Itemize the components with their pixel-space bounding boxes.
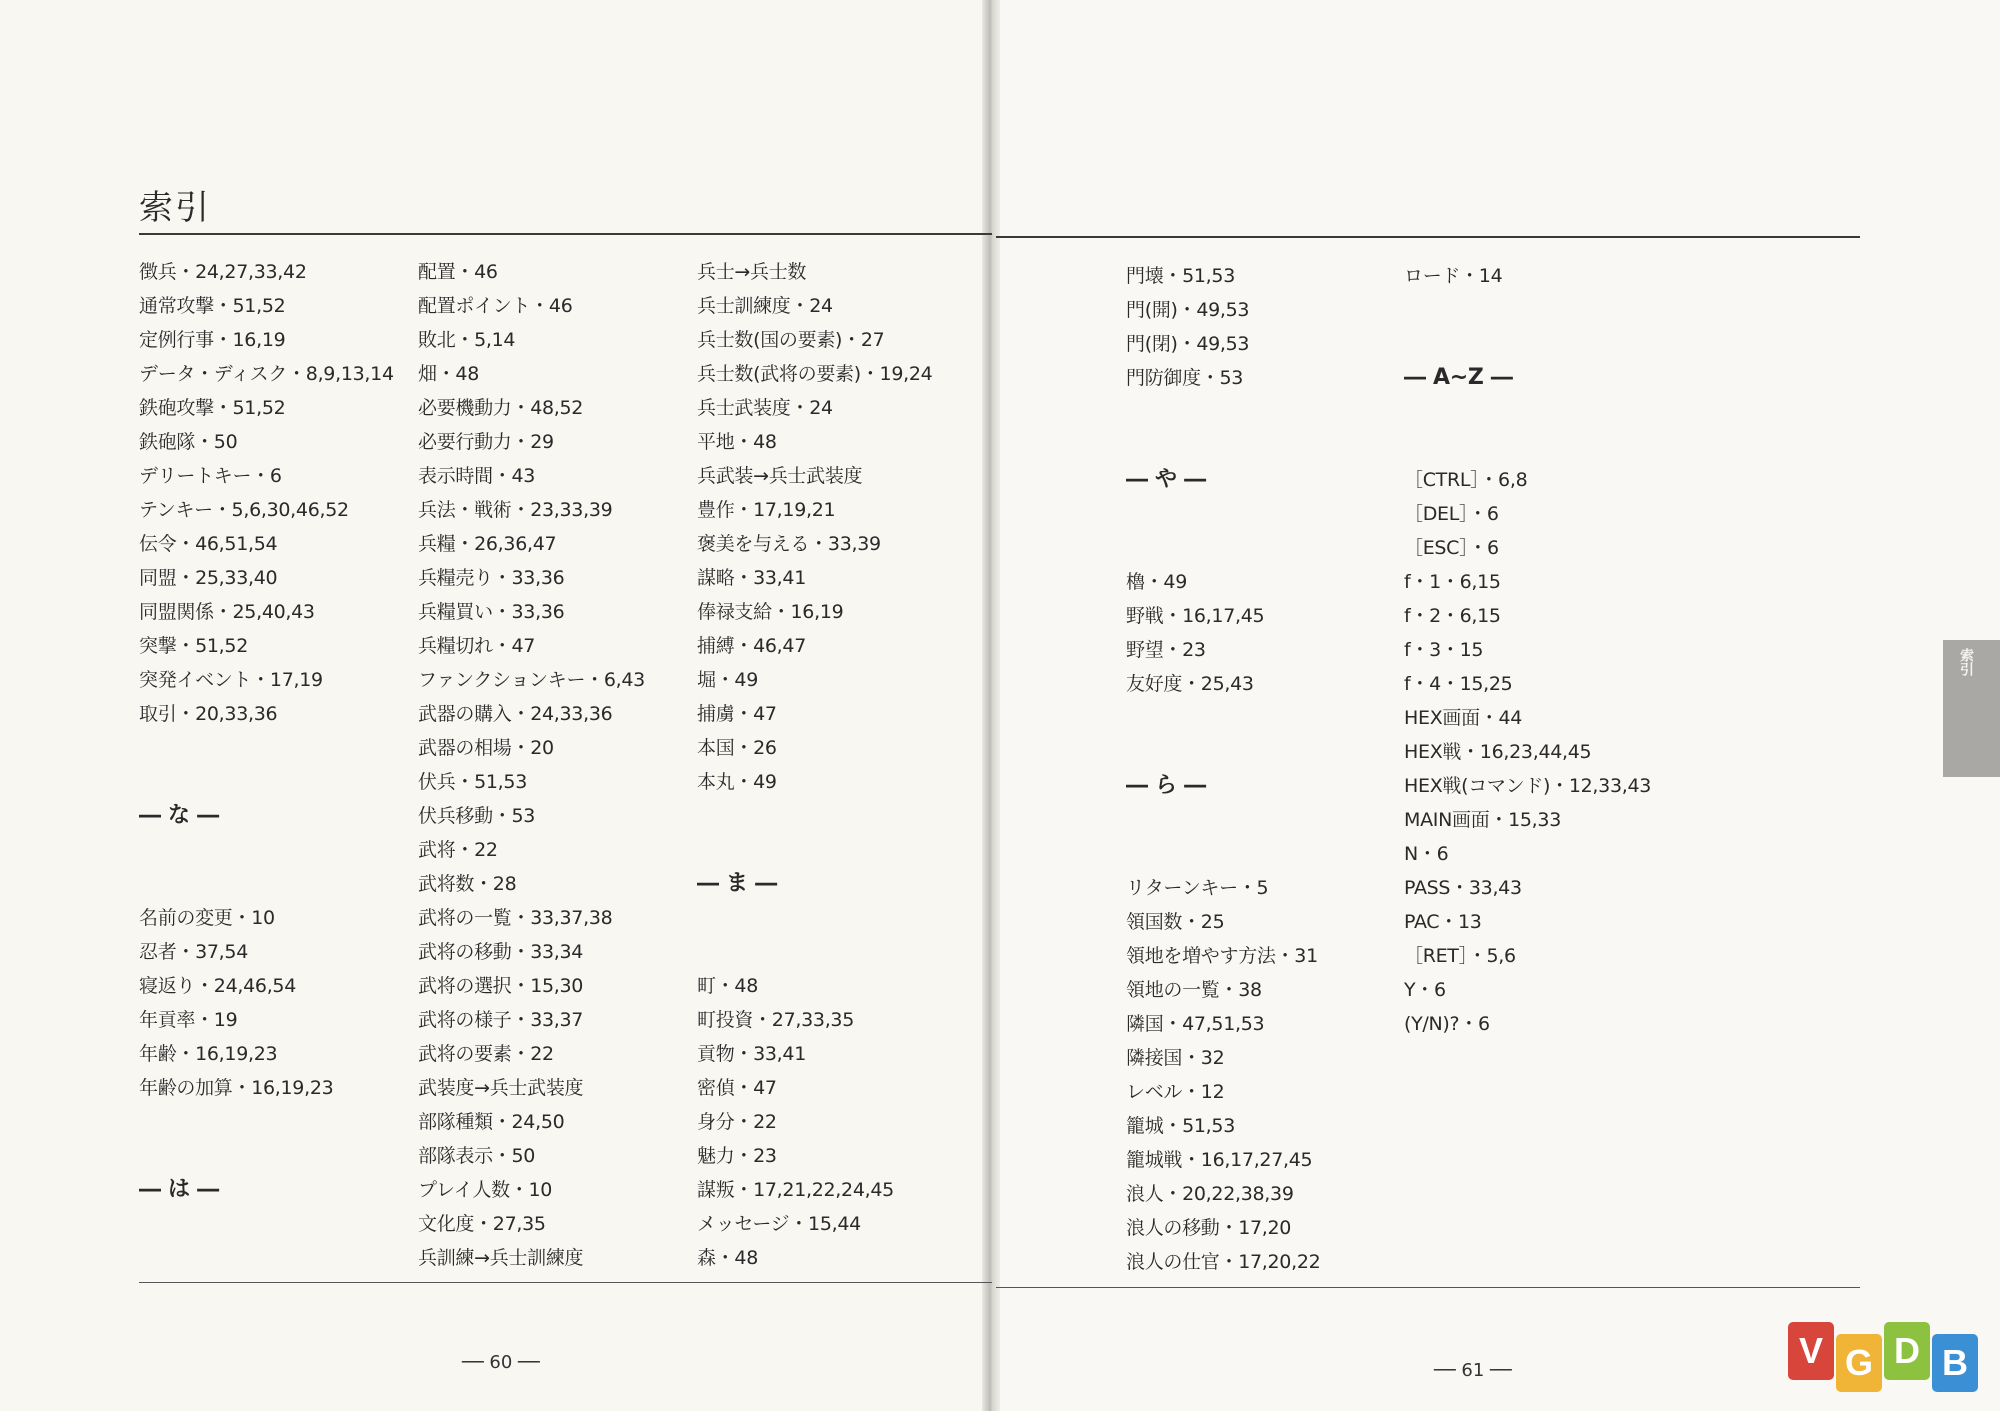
index-entry: 友好度・25,43 [1126,673,1254,695]
index-spacer [139,867,394,901]
index-entry: 文化度・27,35 [418,1213,546,1235]
index-entry: 部隊表示・50 [418,1145,536,1167]
index-entry: 兵士武装度・24 [697,397,833,419]
index-spacer [1126,531,1320,565]
index-entry: 俸禄支給・16,19 [697,601,844,623]
index-section-header: ― は ― [139,1177,219,1202]
index-entry: 町・48 [697,975,758,997]
index-entry: 豊作・17,19,21 [697,499,836,521]
index-spacer [1126,735,1320,769]
index-entry: 兵糧買い・33,36 [418,601,565,623]
index-entry: 兵糧売り・33,36 [418,567,565,589]
index-entry: 武器の購入・24,33,36 [418,703,613,725]
index-entry: 野戦・16,17,45 [1126,605,1265,627]
index-entry: 伏兵移動・53 [418,805,536,827]
index-entry: 武器の相場・20 [418,737,554,759]
index-spacer [1404,293,1651,327]
index-entry: 徴兵・24,27,33,42 [139,261,307,283]
index-entry: ［CTRL］・6,8 [1404,469,1528,491]
index-entry: MAIN画面・15,33 [1404,809,1562,831]
index-entry: 捕縛・46,47 [697,635,806,657]
index-entry: 伝令・46,51,54 [139,533,278,555]
index-spacer [139,731,394,765]
index-entry: f・3・15 [1404,639,1484,661]
index-entry: 門(閉)・49,53 [1126,333,1250,355]
index-entry: 密偵・47 [697,1077,777,1099]
right-index-column-2 [1404,259,1651,1041]
left-index-column-3 [697,255,932,1275]
index-entry: 必要機動力・48,52 [418,397,584,419]
index-entry: 門壊・51,53 [1126,265,1235,287]
index-entry: 必要行動力・29 [418,431,554,453]
index-spacer [697,833,932,867]
index-entry: リターンキー・5 [1126,877,1269,899]
index-spacer [139,1139,394,1173]
index-entry: 配置・46 [418,261,498,283]
index-entry: 町投資・27,33,35 [697,1009,855,1031]
index-entry: 取引・20,33,36 [139,703,278,725]
index-spacer [1126,701,1320,735]
index-entry: 領地の一覧・38 [1126,979,1262,1001]
index-entry: 門(開)・49,53 [1126,299,1250,321]
index-entry: 兵糧・26,36,47 [418,533,557,555]
index-entry: 兵訓練→兵士訓練度 [418,1247,584,1269]
index-entry: 隣接国・32 [1126,1047,1225,1069]
index-entry: 武装度→兵士武装度 [418,1077,584,1099]
index-entry: 忍者・37,54 [139,941,248,963]
index-section-header: ― A~Z ― [1404,365,1513,390]
index-entry: 部隊種類・24,50 [418,1111,565,1133]
index-entry: 褒美を与える・33,39 [697,533,881,555]
index-entry: 謀略・33,41 [697,567,806,589]
index-spacer [139,1105,394,1139]
index-entry: 本丸・49 [697,771,777,793]
index-entry: 櫓・49 [1126,571,1187,593]
index-entry: 浪人・20,22,38,39 [1126,1183,1294,1205]
index-entry: 門防御度・53 [1126,367,1244,389]
index-entry: ［RET］・5,6 [1404,945,1516,967]
index-entry: f・1・6,15 [1404,571,1501,593]
index-entry: 兵糧切れ・47 [418,635,536,657]
index-entry: 武将数・28 [418,873,517,895]
index-section-header: ― ま ― [697,871,777,896]
index-entry: レベル・12 [1126,1081,1225,1103]
index-entry: 浪人の仕官・17,20,22 [1126,1251,1321,1273]
index-spacer [1404,395,1651,429]
index-entry: 捕虜・47 [697,703,777,725]
top-rule-left [139,233,992,235]
index-entry: HEX戦(コマンド)・12,33,43 [1404,775,1652,797]
index-entry: ［DEL］・6 [1404,503,1499,525]
page-number-61: ── 61 ── [1434,1360,1512,1381]
index-entry: 同盟・25,33,40 [139,567,278,589]
book-gutter [982,0,1000,1411]
index-entry: 本国・26 [697,737,777,759]
watermark-letter: V [1788,1322,1834,1380]
index-spacer [697,799,932,833]
index-entry: 通常攻撃・51,52 [139,295,286,317]
index-entry: 武将の選択・15,30 [418,975,584,997]
index-entry: 鉄砲攻撃・51,52 [139,397,286,419]
index-entry: 定例行事・16,19 [139,329,286,351]
watermark-letter: D [1884,1322,1930,1380]
watermark-letter: G [1836,1334,1882,1392]
index-entry: 敗北・5,14 [418,329,516,351]
index-entry: 畑・48 [418,363,479,385]
left-index-column-2 [418,255,645,1275]
index-entry: データ・ディスク・8,9,13,14 [139,363,394,385]
index-entry: PASS・33,43 [1404,877,1522,899]
left-index-column-1 [139,255,394,1207]
index-spacer [1404,429,1651,463]
index-entry: 浪人の移動・17,20 [1126,1217,1292,1239]
index-entry: 森・48 [697,1247,758,1269]
index-entry: 野望・23 [1126,639,1206,661]
index-entry: 兵士数(国の要素)・27 [697,329,885,351]
index-entry: 名前の変更・10 [139,907,275,929]
index-spacer [1126,803,1320,837]
index-side-tab-label: 索引 [1958,648,1974,676]
index-entry: テンキー・5,6,30,46,52 [139,499,349,521]
index-entry: 兵士訓練度・24 [697,295,833,317]
index-entry: メッセージ・15,44 [697,1213,861,1235]
index-entry: f・4・15,25 [1404,673,1513,695]
index-entry: HEX戦・16,23,44,45 [1404,741,1592,763]
index-entry: 武将・22 [418,839,498,861]
bottom-rule-right [996,1287,1860,1288]
index-entry: 武将の様子・33,37 [418,1009,584,1031]
index-entry: 突発イベント・17,19 [139,669,323,691]
index-entry: 配置ポイント・46 [418,295,573,317]
index-entry: (Y/N)?・6 [1404,1013,1490,1035]
index-entry: 籠城戦・16,17,27,45 [1126,1149,1313,1171]
index-entry: 伏兵・51,53 [418,771,527,793]
index-entry: f・2・6,15 [1404,605,1501,627]
index-entry: ロード・14 [1404,265,1503,287]
index-entry: 武将の一覧・33,37,38 [418,907,613,929]
index-entry: ファンクションキー・6,43 [418,669,645,691]
index-spacer [697,935,932,969]
vgdb-watermark-logo [1788,1322,1988,1398]
index-entry: 堀・49 [697,669,758,691]
index-entry: 隣国・47,51,53 [1126,1013,1265,1035]
watermark-letter: B [1932,1334,1978,1392]
index-entry: 平地・48 [697,431,777,453]
right-index-column-1 [1126,259,1320,1279]
index-spacer [1126,497,1320,531]
index-entry: 武将の要素・22 [418,1043,554,1065]
index-section-header: ― ら ― [1126,773,1206,798]
index-entry: 魅力・23 [697,1145,777,1167]
index-entry: 貢物・33,41 [697,1043,806,1065]
index-entry: Y・6 [1404,979,1446,1001]
index-entry: 武将の移動・33,34 [418,941,584,963]
index-spacer [1126,837,1320,871]
index-entry: 表示時間・43 [418,465,536,487]
index-entry: ［ESC］・6 [1404,537,1499,559]
index-entry: N・6 [1404,843,1449,865]
index-entry: プレイ人数・10 [418,1179,553,1201]
index-entry: 年貢率・19 [139,1009,238,1031]
index-section-header: ― や ― [1126,467,1206,492]
index-entry: 年齢の加算・16,19,23 [139,1077,334,1099]
index-spacer [139,833,394,867]
index-entry: 兵士→兵士数 [697,261,807,283]
page-title: 索引 [139,188,211,228]
index-spacer [1126,395,1320,429]
index-spacer [697,901,932,935]
index-spacer [1404,327,1651,361]
index-entry: 鉄砲隊・50 [139,431,238,453]
index-entry: 籠城・51,53 [1126,1115,1235,1137]
index-entry: 兵武装→兵士武装度 [697,465,863,487]
index-entry: 謀叛・17,21,22,24,45 [697,1179,894,1201]
bottom-rule-left [139,1282,992,1283]
index-entry: 領国数・25 [1126,911,1225,933]
index-spacer [139,765,394,799]
index-entry: 領地を増やす方法・31 [1126,945,1318,967]
index-section-header: ― な ― [139,803,219,828]
index-entry: 年齢・16,19,23 [139,1043,278,1065]
index-entry: 同盟関係・25,40,43 [139,601,315,623]
index-entry: 身分・22 [697,1111,777,1133]
index-entry: 寝返り・24,46,54 [139,975,297,997]
top-rule-right [996,236,1860,238]
index-entry: デリートキー・6 [139,465,282,487]
index-spacer [1126,429,1320,463]
index-entry: 兵士数(武将の要素)・19,24 [697,363,933,385]
index-entry: 兵法・戦術・23,33,39 [418,499,613,521]
index-entry: PAC・13 [1404,911,1482,933]
page-number-60: ── 60 ── [462,1352,540,1373]
index-entry: HEX画面・44 [1404,707,1523,729]
index-entry: 突撃・51,52 [139,635,248,657]
